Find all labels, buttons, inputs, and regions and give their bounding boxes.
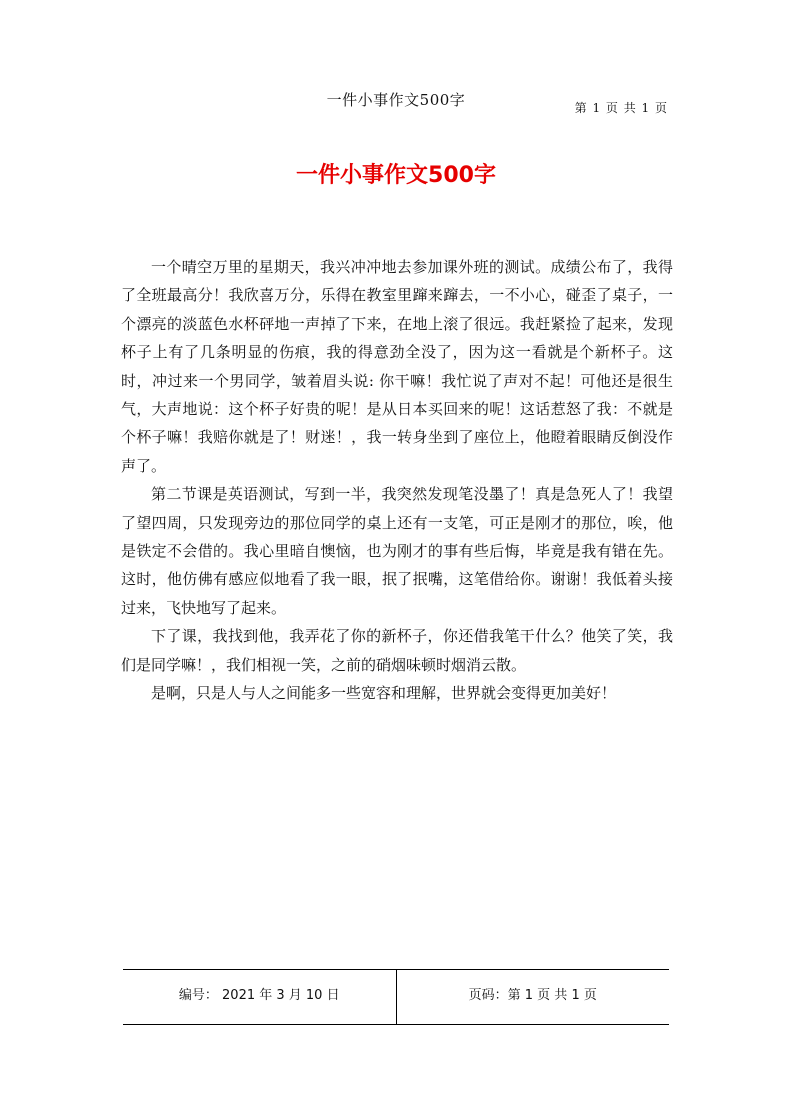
document-body bbox=[121, 253, 673, 708]
footer-number-label: 编号： 2021 年 3 月 10 日 bbox=[178, 988, 340, 1003]
footer-page-cell bbox=[397, 970, 670, 1024]
paragraph-3: 下了课，我找到他，我弄花了你的新杯子，你还借我笔干什么？他笑了笑，我们是同学嘛！，我们相视一笑，之前的硝烟味顿时烟消云散。 bbox=[121, 627, 673, 674]
paragraph-2: 第二节课是英语测试，写到一半，我突然发现笔没墨了！真是急死人了！我望了望四周，只发现旁边的那位同学的桌上还有一支笔，可正是刚才的那位，唉，他是铁定不会借的。我心里暗自懊恼，也为刚才的事有些后悔，毕竟是我有错在先。这时，他仿佛有感应似地看了我一眼，抿了抿嘴，这笔借给你。谢谢！我低着头接过来，飞快地写了起来。 bbox=[121, 485, 673, 617]
paragraph-1: 一个晴空万里的星期天，我兴冲冲地去参加课外班的测试。成绩公布了，我得了全班最高分！我欣喜万分，乐得在教室里蹿来蹿去，一不小心，碰歪了桌子，一个漂亮的淡蓝色水杯砰地一声掉了下来，在地上滚了很远。我赶紧捡了起来，发现杯子上有了几条明显的伤痕，我的得意劲全没了，因为这一看就是个新杯子。这时，冲过来一个男同学，皱着眉头说: 你干嘛！我忙说了声对不起！可他还是很生气，大声地说：这个杯子好贵的呢！是从日本买回来的呢！这话惹怒了我：不就是个杯子嘛！我赔你就是了！财迷！，我一转身坐到了座位上，他瞪着眼睛反倒没作声了。 bbox=[121, 258, 673, 475]
footer-page-label: 页码：第 1 页 共 1 页 bbox=[468, 988, 597, 1003]
paragraph-4: 是啊，只是人与人之间能多一些宽容和理解，世界就会变得更加美好！ bbox=[151, 684, 617, 703]
page-footer bbox=[123, 969, 669, 1025]
footer-number-cell bbox=[123, 970, 396, 1024]
page-header-title: 一件小事作文500字 bbox=[326, 91, 466, 109]
page-header-page-info: 第 1 页 共 1 页 bbox=[574, 101, 668, 115]
document-title: 一件小事作文500字 bbox=[296, 163, 496, 188]
